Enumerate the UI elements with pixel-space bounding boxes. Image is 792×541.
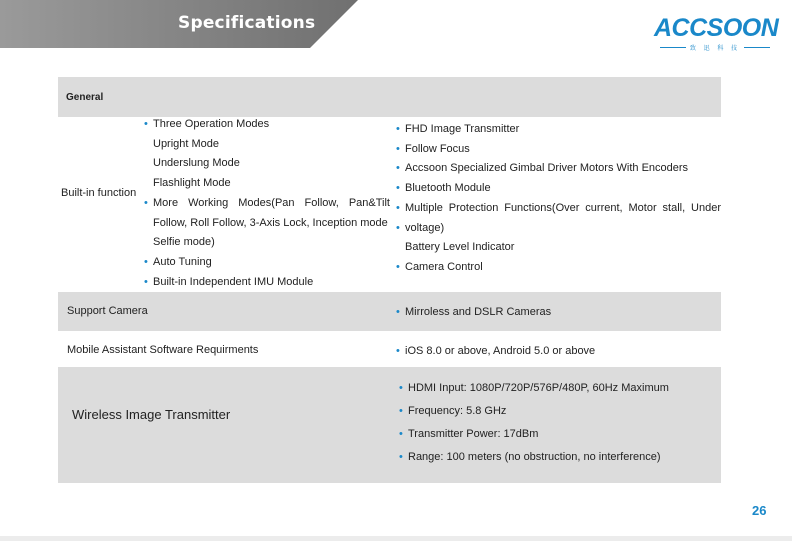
support-camera-label: Support Camera	[67, 305, 148, 317]
list-item: • Frequency: 5.8 GHz	[408, 400, 669, 423]
list-item: • iOS 8.0 or above, Android 5.0 or above	[405, 342, 595, 362]
list-item: • Auto Tuning	[153, 253, 390, 273]
builtin-right-list	[405, 120, 721, 278]
list-item: Selfie mode)	[153, 236, 215, 249]
list-item: Upright Mode	[153, 137, 220, 150]
page-number: 26	[752, 503, 767, 518]
support-camera-list	[405, 303, 551, 323]
general-label: General	[66, 92, 104, 103]
mobile-software-row	[58, 331, 721, 367]
page-title: Specifications	[178, 13, 316, 33]
list-item: • voltage)	[405, 219, 721, 239]
wireless-list	[408, 377, 669, 469]
wireless-label: Wireless Image Transmitter	[72, 407, 231, 422]
builtin-left-list	[153, 115, 390, 292]
list-item: • Mirroless and DSLR Cameras	[405, 303, 551, 323]
general-row	[58, 77, 721, 117]
list-item: • Follow Focus	[405, 140, 721, 160]
logo-subtitle-text: 致 迅 科 技	[690, 46, 741, 52]
list-item: • Bluetooth Module	[405, 179, 721, 199]
list-item: • Camera Control	[405, 258, 721, 278]
list-item: • Built-in Independent IMU Module	[153, 273, 390, 293]
list-item: Underslung Mode	[153, 157, 240, 170]
logo-wordmark: ACCSOON	[654, 14, 779, 42]
list-item: • Three Operation Modes	[153, 115, 390, 135]
builtin-label: Built-in function	[61, 187, 137, 199]
bottom-divider	[0, 536, 792, 541]
list-item: • More Working Modes(Pan Follow, Pan&Tilt	[153, 194, 390, 214]
logo-subtitle	[660, 43, 770, 52]
list-item: • Multiple Protection Functions(Over current, Motor stall, Under	[405, 199, 721, 219]
support-camera-row	[58, 292, 721, 331]
list-item: Battery Level Indicator	[405, 241, 515, 254]
list-item: • HDMI Input: 1080P/720P/576P/480P, 60Hz Maximum	[408, 377, 669, 400]
list-item: Flashlight Mode	[153, 177, 231, 190]
list-item: • Accsoon Specialized Gimbal Driver Motors With Encoders	[405, 159, 721, 179]
mobile-software-list	[405, 342, 595, 362]
wireless-row	[58, 367, 721, 483]
list-item: • FHD Image Transmitter	[405, 120, 721, 140]
list-item: • Transmitter Power: 17dBm	[408, 423, 669, 446]
list-item: • Range: 100 meters (no obstruction, no interference)	[408, 446, 669, 469]
list-item: Follow, Roll Follow, 3-Axis Lock, Inception mode	[153, 216, 388, 229]
mobile-software-label: Mobile Assistant Software Requirments	[67, 344, 259, 356]
accsoon-logo	[654, 14, 779, 54]
builtin-row	[58, 117, 721, 292]
header-band	[0, 0, 358, 48]
